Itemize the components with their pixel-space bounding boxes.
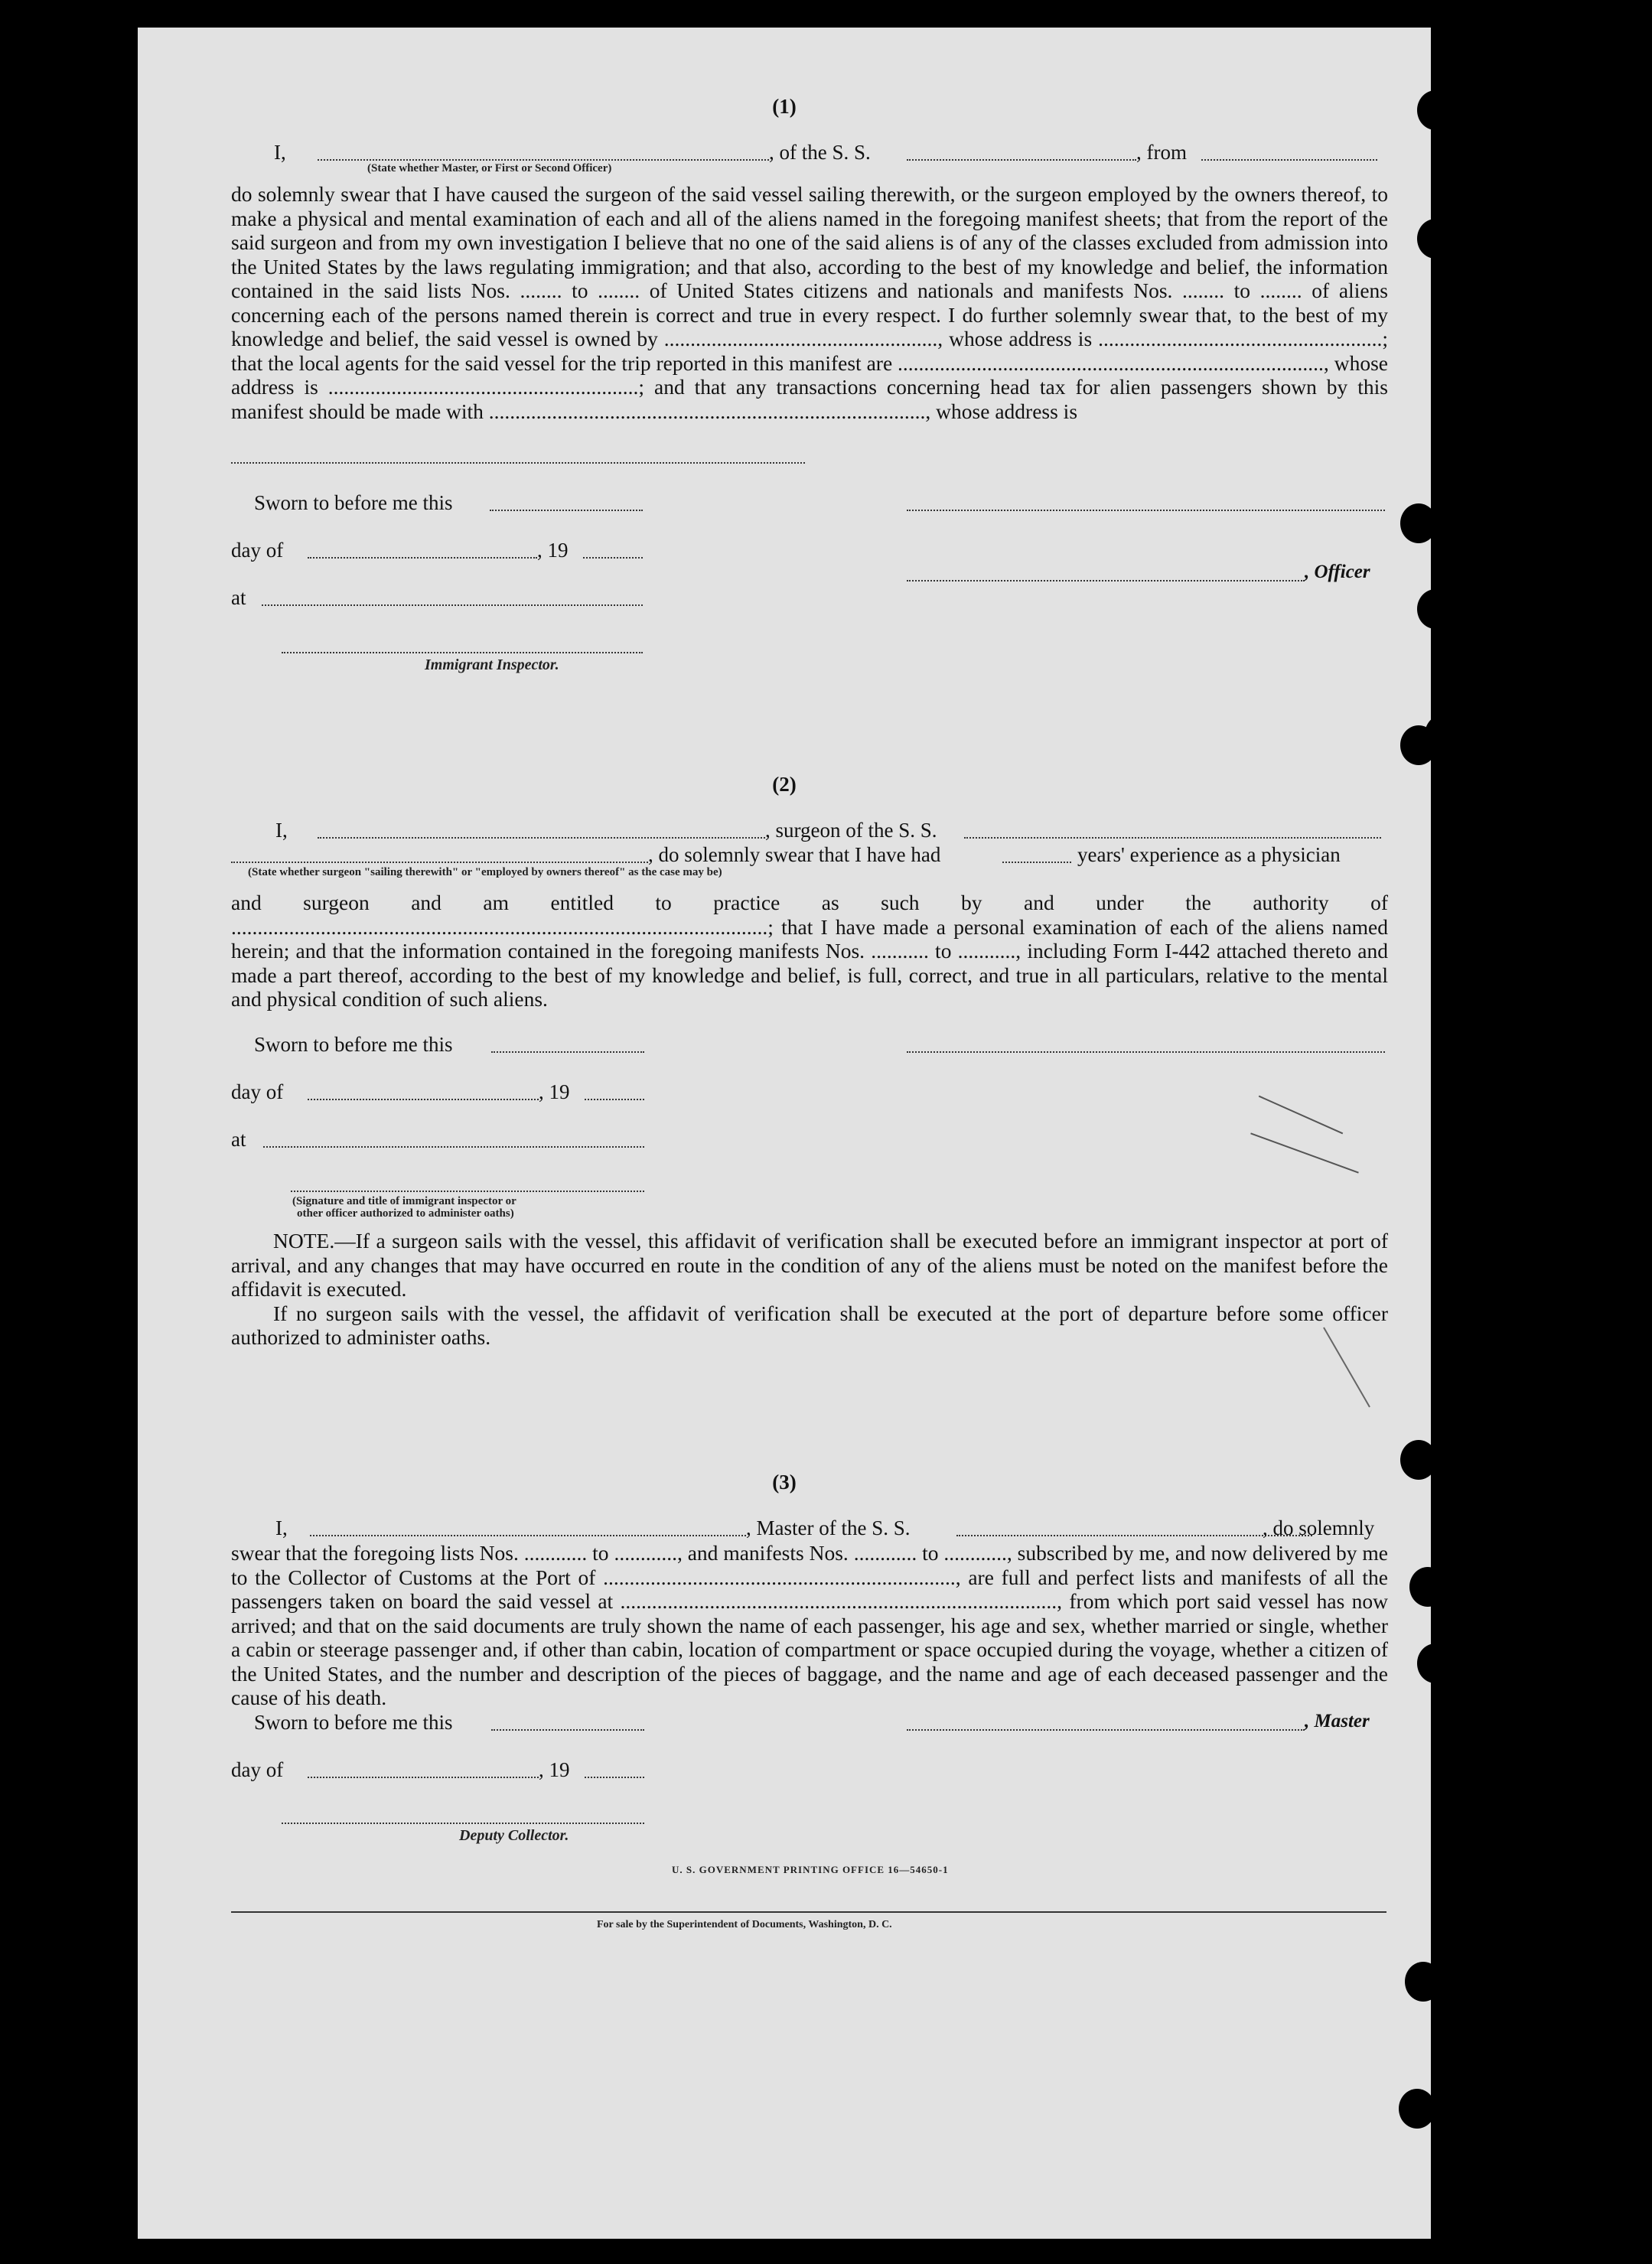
pencil-mark [1250, 1132, 1359, 1173]
section-1-i: I, [274, 141, 286, 164]
inspector-signature-blank [291, 1191, 644, 1192]
section-3-master-label: , Master of the S. S. [746, 1516, 911, 1539]
section-1-at: at [231, 586, 246, 609]
master-signature-blank [907, 1729, 1305, 1731]
section-1-sworn: Sworn to before me this [254, 491, 453, 514]
section-3-sworn: Sworn to before me this [254, 1711, 453, 1734]
years-blank [1002, 862, 1071, 863]
year-blank [583, 557, 643, 559]
section-2-paragraph: and surgeon and am entitled to practice as such by and under the authority of ......................................................................................................; that I have made a personal examination of each of the aliens named herein; and that the information contained in the foregoing manifests Nos. ........... to ..........., including Form I-442 attached thereto and made a part thereof, according to the best of my knowledge and belief, is full, correct, and true in all particulars, relative to the mental and physical condition of such aliens. [231, 891, 1388, 1011]
surgeon-ship-blank [964, 837, 1381, 839]
sale-notice: For sale by the Superintendent of Documents, Washington, D. C. [597, 1919, 892, 1930]
collector-signature-blank [282, 1823, 644, 1824]
day-blank [308, 1777, 539, 1778]
punch-hole [1417, 219, 1431, 259]
ship-blank [907, 159, 1136, 161]
section-1-caption: (State whether Master, or First or Second Officer) [367, 162, 612, 174]
year-blank [585, 1099, 644, 1100]
section-2-sworn: Sworn to before me this [254, 1033, 453, 1056]
section-1-from-label: , from [1136, 141, 1187, 164]
inspector-signature-blank [282, 652, 643, 653]
sworn-date-blank [490, 510, 643, 511]
surgeon-name-blank [318, 837, 765, 839]
punch-hole [1417, 589, 1431, 629]
officer-signature-blank [907, 510, 1385, 511]
surgeon-type-blank [231, 862, 648, 863]
section-1-day-of: day of [231, 539, 284, 562]
section-1-number: (1) [772, 95, 797, 118]
sworn-date-blank [491, 1051, 644, 1053]
section-2-at: at [231, 1128, 246, 1151]
section-3-day-of: day of [231, 1758, 284, 1781]
pencil-mark [1259, 1096, 1343, 1135]
punch-hole [1400, 725, 1431, 765]
section-3-master: , Master [1305, 1711, 1370, 1731]
day-blank [308, 1099, 539, 1100]
section-3-collector: Deputy Collector. [459, 1827, 569, 1844]
section-2-year: , 19 [539, 1080, 570, 1103]
section-1-officer: , Officer [1305, 562, 1370, 582]
punch-hole [1400, 503, 1431, 543]
section-1-ss-label: , of the S. S. [769, 141, 871, 164]
section-2-signature-caption-2: other officer authorized to administer oaths) [297, 1207, 514, 1220]
section-3-paragraph: swear that the foregoing lists Nos. ............ to ............, and manifests Nos. ............ to ............, subscribed by me, and now delivered by me to the Collector of Customs at the Port of ..................................................................., are full and perfect lists and manifests of all the passengers taken on board the said vessel at ..................................................................................., from which port said vessel has now arrived; and that on the said documents are truly shown the name of each passenger, his age and sex, whether married or single, whether a cabin or steerage passenger and, if other than cabin, location of compartment or space occupied during the voyage, whether a citizen of the United States, and the number and description of the pieces of baggage, and the name and age of each deceased passenger and the cause of his death. [231, 1541, 1388, 1709]
section-3-i: I, [275, 1516, 288, 1539]
sworn-date-blank [491, 1729, 644, 1731]
punch-hole [1405, 1962, 1431, 2002]
master-ship-blank [956, 1535, 1312, 1536]
section-3-year: , 19 [539, 1758, 570, 1781]
punch-hole [1399, 2089, 1431, 2129]
section-1-year: , 19 [537, 539, 569, 562]
section-1-paragraph: do solemnly swear that I have caused the surgeon of the said vessel sailing therewith, or the surgeon employed by the owners thereof, to make a physical and mental examination of each and all of the aliens named in the foregoing manifest sheets; that from the report of the said surgeon and from my own investigation I believe that no one of the said aliens is of any of the classes excluded from admission into the United States by the laws regulating immigration; and that also, according to the best of my knowledge and belief, the information contained in the said lists Nos. ........ to ........ of United States citizens and nationals and manifests Nos. ........ to ........ of aliens concerning each of the persons named therein is correct and true in every respect. I do further solemnly swear that, to the best of my knowledge and belief, the said vessel is owned by ...................................................., whose address is ......................................................; that the local agents for the said vessel for the trip reported in this manifest are ................................................................................., whose address is ...........................................................; and that any transactions concerning head tax for alien passengers shown by this manifest should be made with ..................................................................................., whose address is [231, 182, 1388, 423]
at-blank [262, 604, 643, 606]
section-2-day-of: day of [231, 1080, 284, 1103]
document-page [138, 28, 1431, 2239]
surgeon-signature-blank [907, 1051, 1385, 1053]
officer-title-blank [907, 580, 1305, 581]
section-2-swear: , do solemnly swear that I have had [648, 843, 941, 866]
name-blank [318, 159, 769, 161]
section-2-note: NOTE.—If a surgeon sails with the vessel, this affidavit of verification shall be executed before an immigrant inspector at port of arrival, and any changes that may have occurred en route in the condition of any of the aliens must be noted on the manifest before the affidavit is executed. If no surgeon sails with the vessel, the affidavit of verification shall be executed at the port of departure before some officer authorized to administer oaths. [231, 1229, 1388, 1349]
year-blank [585, 1777, 644, 1778]
printer-imprint: U. S. GOVERNMENT PRINTING OFFICE 16—54650-1 [672, 1864, 949, 1875]
section-2-signature-caption-1: (Signature and title of immigrant inspector or [292, 1195, 516, 1207]
section-1-inspector: Immigrant Inspector. [425, 656, 559, 673]
master-name-blank [310, 1535, 746, 1536]
punch-hole [1417, 1643, 1431, 1683]
section-2-number: (2) [772, 773, 797, 796]
port-blank [1201, 159, 1377, 161]
footer-rule [231, 1911, 1386, 1913]
address-blank [231, 462, 805, 464]
section-2-caption: (State whether surgeon "sailing therewith" or "employed by owners thereof" as the case may be) [248, 866, 722, 878]
section-2-i: I, [275, 819, 288, 842]
day-blank [308, 557, 537, 559]
section-2-surgeon-label: , surgeon of the S. S. [765, 819, 937, 842]
punch-hole [1409, 1567, 1431, 1607]
section-3-swear: , do solemnly [1263, 1516, 1375, 1539]
at-blank [263, 1146, 644, 1148]
section-3-number: (3) [772, 1471, 797, 1494]
section-2-years: years' experience as a physician [1077, 843, 1341, 866]
